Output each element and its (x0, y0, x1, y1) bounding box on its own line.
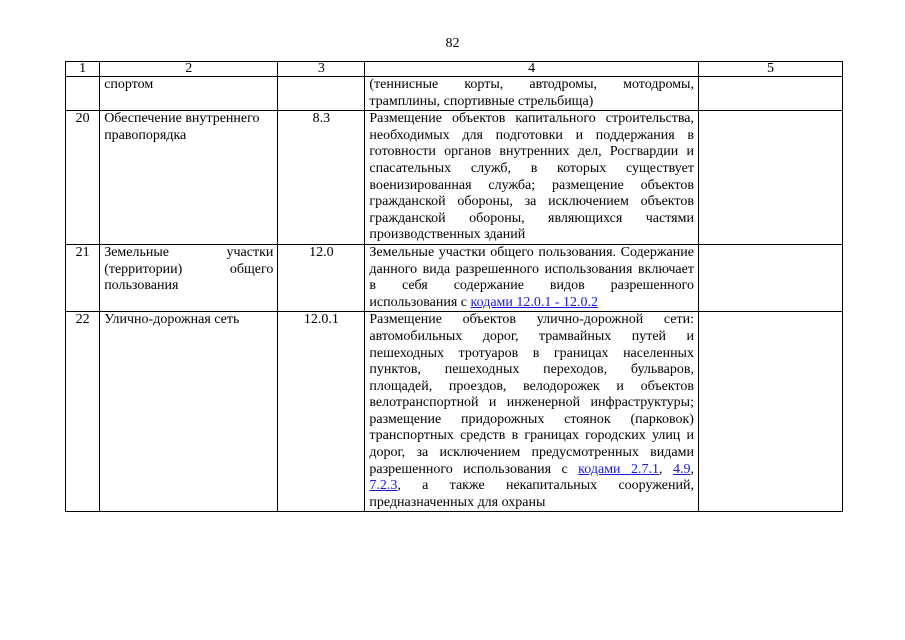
column-5-cell (698, 111, 842, 245)
use-type-description (365, 244, 699, 311)
page-number: 82 (445, 36, 460, 51)
codes-link[interactable]: кодами 2.7.1 (578, 461, 659, 477)
separator-text: , (659, 461, 673, 477)
row-number (66, 77, 100, 111)
use-type-description (365, 312, 699, 512)
column-header: 4 (365, 62, 699, 77)
table-row (66, 244, 843, 311)
column-header: 3 (278, 62, 365, 77)
use-type-code: 12.0.1 (278, 312, 365, 512)
column-5-cell (698, 312, 842, 512)
use-type-code: 8.3 (278, 111, 365, 245)
description-tail-text: , а также некапитальных сооружений, предназначенных для охраны (369, 478, 694, 510)
use-type-name: спортом (100, 77, 278, 111)
table-header-row (66, 62, 843, 77)
code-link[interactable]: 4.9 (672, 461, 691, 477)
column-header: 5 (698, 62, 842, 77)
land-use-table (65, 61, 843, 512)
use-type-name: Обеспечение внутреннего правопорядка (100, 111, 278, 245)
separator-text: , (690, 461, 694, 477)
description-text: Земельные участки общего пользования. Содержание данного вида разрешенного использования включает в себя содержание видов разрешенного использования с (369, 244, 694, 310)
table-row (66, 77, 843, 111)
use-type-description: (теннисные корты, автодромы, мотодромы, трамплины, спортивные стрельбища) (365, 77, 699, 111)
use-type-name: Земельные участки (территории) общего пользования (100, 244, 278, 311)
row-number: 22 (66, 312, 100, 512)
use-type-name: Улично-дорожная сеть (100, 312, 278, 512)
description-text: Размещение объектов улично-дорожной сети: автомобильных дорог, трамвайных путей и пешеходных тротуаров в границах населенных пунктов, пешеходных переходов, бульваров, площадей, проездов, велодорожек и объектов велотранспортной и инженерной инфраструктуры; размещение придорожных стоянок (парковок) транспортных средств в границах городских улиц и дорог, за исключением предусмотренных видами разрешенного использования с (369, 312, 694, 477)
column-5-cell (698, 244, 842, 311)
code-link[interactable]: 7.2.3 (369, 478, 398, 494)
column-header: 1 (66, 62, 100, 77)
row-number: 21 (66, 244, 100, 311)
use-type-code (278, 77, 365, 111)
table-row (66, 312, 843, 512)
column-header: 2 (100, 62, 278, 77)
table-row (66, 111, 843, 245)
row-number: 20 (66, 111, 100, 245)
column-5-cell (698, 77, 842, 111)
use-type-description: Размещение объектов капитального строительства, необходимых для подготовки и поддержания в готовности органов внутренних дел, Росгвардии и спасательных служб, в которых существует военизированная служба; размещение объектов гражданской обороны, за исключением объектов гражданской обороны, являющихся частями производственных зданий (365, 111, 699, 245)
codes-link[interactable]: кодами 12.0.1 - 12.0.2 (470, 294, 599, 310)
use-type-code: 12.0 (278, 244, 365, 311)
